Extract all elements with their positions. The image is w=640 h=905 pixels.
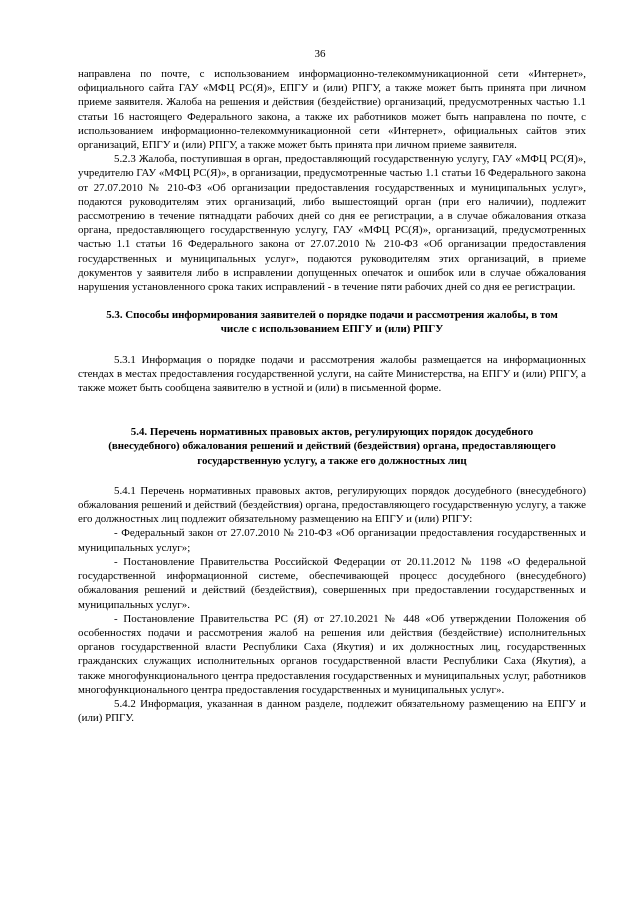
paragraph-5-3-1: 5.3.1 Информация о порядке подачи и рассмотрения жалобы размещается на информационных стендах в местах предоставления государственной услуги, на сайте Министерства, на ЕПГУ и (или) РПГУ, а также может быть сообщена заявителю в устной и (или) в письменной форме. bbox=[78, 353, 586, 395]
paragraph-5-2-3: 5.2.3 Жалоба, поступившая в орган, предоставляющий государственную услугу, ГАУ «МФЦ РС(Я)», учредителю ГАУ «МФЦ РС(Я)», в организации, предусмотренные частью 1.1 статьи 16 Федерального закона от 27.07.2010 № 210-ФЗ «Об организации предоставления государственных и муниципальных услуг», подаются руководителям этих организаций, либо вышестоящий орган (при его наличии), подлежит рассмотрению в течение пятнадцати рабочих дней со дня ее регистрации, а в случае обжалования отказа органа, предоставляющего государственную услугу, ГАУ «МФЦ РС(Я)», организаций, предусмотренных частью 1.1 статьи 16 Федерального закона от 27.07.2010 № 210-ФЗ «Об организации предоставления государственных и муниципальных услуг», подаются руководителям этих организаций, в приеме документов у заявителя либо в исправлении допущенных опечаток и ошибок или в случае обжалования нарушения установленного срока таких исправлений - в течение пяти рабочих дней со дня ее регистрации. bbox=[78, 153, 586, 294]
page-number: 36 bbox=[314, 48, 326, 60]
list-item-federal-law: - Федеральный закон от 27.07.2010 № 210-ФЗ «Об организации предоставления государственных и муниципальных услуг»; bbox=[78, 527, 586, 554]
section-heading-5-3: 5.3. Способы информирования заявителей о порядке подачи и рассмотрения жалобы, в том числе с использованием ЕПГУ и (или) РПГУ bbox=[106, 309, 558, 336]
paragraph-5-4-2: 5.4.2 Информация, указанная в данном разделе, подлежит обязательному размещению на ЕПГУ и (или) РПГУ. bbox=[78, 697, 586, 725]
list-item-rf-government-decree: - Постановление Правительства Российской Федерации от 20.11.2012 № 1198 «О федеральной государственной информационной системе, обеспечивающей процесс досудебного (внесудебного) обжалования решений и действий (бездействия), совершенных при предоставлении государственных и муниципальных услуг». bbox=[78, 555, 586, 611]
section-heading-5-4: 5.4. Перечень нормативных правовых актов, регулирующих порядок досудебного (внесудебного) обжалования решений и действий (бездействия) органа, предоставляющего государственную услугу, а также его должностных лиц bbox=[108, 426, 556, 467]
paragraph-5-4-1: 5.4.1 Перечень нормативных правовых актов, регулирующих порядок досудебного (внесудебного) обжалования решений и действий (бездействия) органа, предоставляющего государственную услугу, а также его должностных лиц подлежит обязательному размещению на ЕПГУ и (или) РПГУ: bbox=[78, 484, 586, 526]
list-item-rs-government-decree: - Постановление Правительства РС (Я) от 27.10.2021 № 448 «Об утверждении Положения об особенностях подачи и рассмотрения жалоб на решения или действия (бездействие) исполнительных органов государственной власти Республики Саха (Якутия) и их должностных лиц, государственных гражданских служащих исполнительных органов государственной власти Республики Саха (Якутия), а также многофункционального центра предоставления государственных и муниципальных услуг, работников многофункционального центра предоставления государственных и муниципальных услуг». bbox=[78, 612, 586, 696]
paragraph-complaint-submission: направлена по почте, с использованием информационно-телекоммуникационной сети «Интернет», официального сайта ГАУ «МФЦ РС(Я)», ЕПГУ и (или) РПГУ, а также может быть принята при личном приеме заявителя. Жалоба на решения и действия (бездействие) организаций, предусмотренных частью 1.1 статьи 16 настоящего Федерального закона, а также их работников может быть направлена по почте, с использованием информационно-телекоммуникационной сети «Интернет», официальных сайтов этих организаций, ЕПГУ и (или) РПГУ, а также может быть принята при личном приеме заявителя. bbox=[78, 68, 586, 152]
document-body bbox=[78, 67, 586, 725]
